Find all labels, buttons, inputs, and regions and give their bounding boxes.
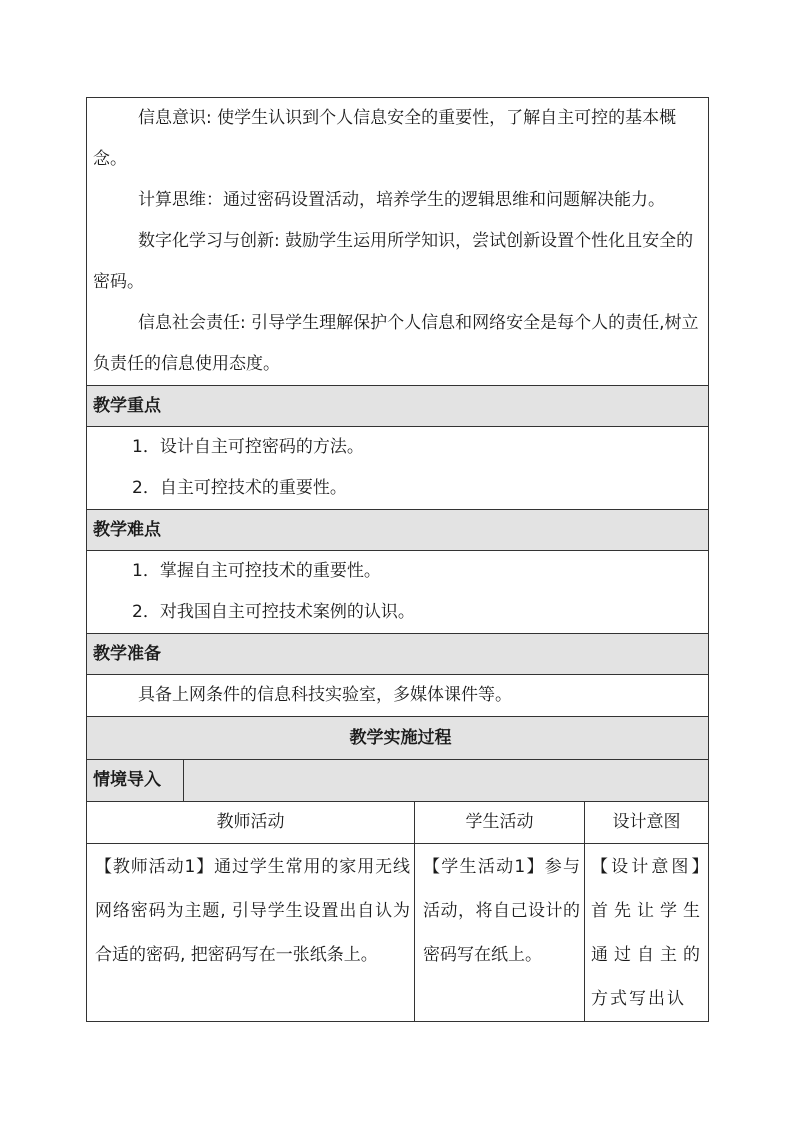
design-intent-cell: [585, 844, 709, 1022]
teacher-activity-header: 教师活动: [87, 802, 415, 844]
difficulties-heading: 教学难点: [87, 510, 709, 551]
goals-row: [87, 98, 709, 386]
process-heading: 教学实施过程: [87, 717, 709, 760]
difficulties-cell: [87, 551, 709, 634]
process-header-row: [87, 717, 709, 760]
difficulty-item: 1．掌握自主可控技术的重要性。: [132, 561, 381, 581]
student-activity-cell: [415, 844, 585, 1022]
key-point-item: 1．设计自主可控密码的方法。: [132, 437, 364, 457]
difficulties-row: [87, 551, 709, 634]
design-intent-header: 设计意图: [585, 802, 709, 844]
section-filler: [184, 760, 709, 802]
goal-social-responsibility: 信息社会责任: 引导学生理解保护个人信息和网络安全是每个人的责任,树立负责任的信息使用态度。: [93, 313, 699, 374]
preparation-header-row: [87, 634, 709, 675]
key-points-row: [87, 427, 709, 510]
preparation-heading: 教学准备: [87, 634, 709, 675]
goal-information-awareness: 信息意识: 使学生认识到个人信息安全的重要性，了解自主可控的基本概念。: [93, 108, 677, 169]
lesson-plan-document: [86, 97, 708, 1022]
goal-digital-learning: 数字化学习与创新: 鼓励学生运用所学知识，尝试创新设置个性化且安全的密码。: [93, 231, 694, 292]
preparation-row: [87, 675, 709, 717]
key-points-heading: 教学重点: [87, 386, 709, 427]
student-activity-text: 【学生活动1】参与活动，将自己设计的密码写在纸上。: [423, 857, 580, 965]
section-row: [87, 760, 709, 802]
goals-cell: [87, 98, 709, 386]
teacher-activity-cell: [87, 844, 415, 1022]
preparation-cell: [87, 675, 709, 717]
student-activity-header: 学生活动: [415, 802, 585, 844]
section-label: 情境导入: [87, 760, 184, 802]
teacher-activity-text: 【教师活动1】通过学生常用的家用无线网络密码为主题, 引导学生设置出自认为合适的密码, 把密码写在一张纸条上。: [95, 857, 410, 965]
design-intent-text: 【设计意图】首先让学生通过自主的方式写出认: [591, 857, 703, 1009]
key-points-cell: [87, 427, 709, 510]
lesson-plan-table: [86, 97, 709, 1022]
key-points-header-row: [87, 386, 709, 427]
difficulty-item: 2．对我国自主可控技术案例的认识。: [132, 602, 415, 622]
column-header-row: [87, 802, 709, 844]
key-point-item: 2．自主可控技术的重要性。: [132, 478, 347, 498]
preparation-text: 具备上网条件的信息科技实验室，多媒体课件等。: [138, 685, 512, 705]
activity-row: [87, 844, 709, 1022]
difficulties-header-row: [87, 510, 709, 551]
goal-computational-thinking: 计算思维：通过密码设置活动，培养学生的逻辑思维和问题解决能力。: [138, 190, 665, 210]
